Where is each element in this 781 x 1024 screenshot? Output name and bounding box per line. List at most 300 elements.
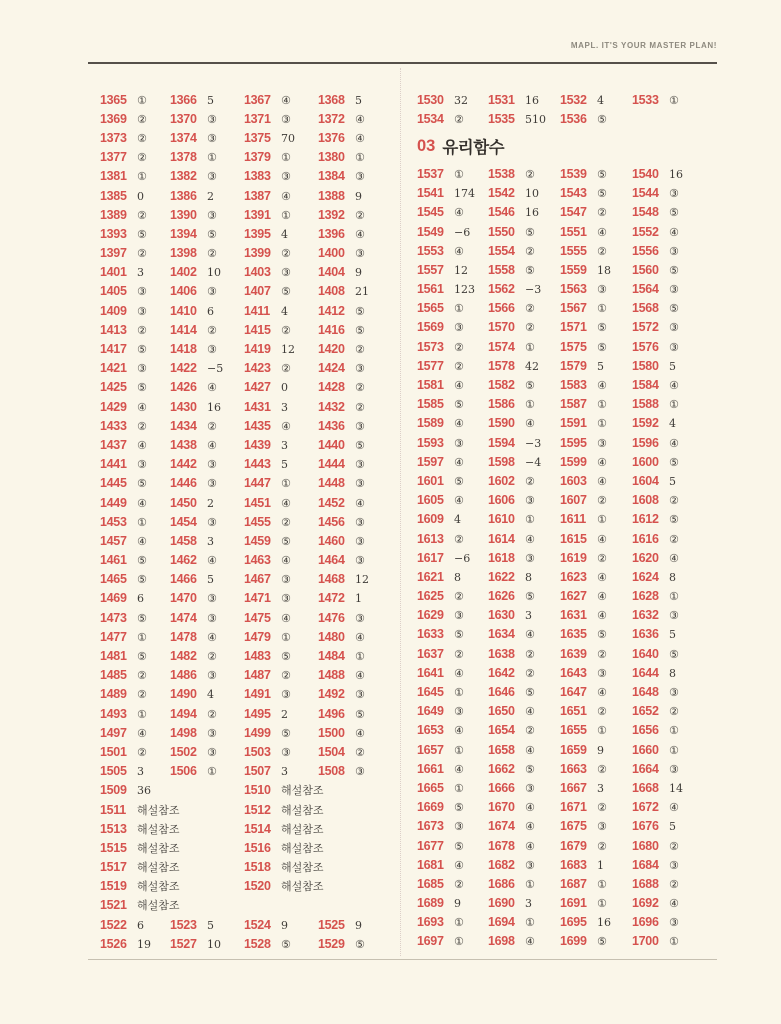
answer-entry [318, 494, 397, 512]
answer-entry [170, 398, 244, 416]
answer-value: ⑤ [669, 206, 679, 220]
answer-value: ④ [454, 417, 464, 431]
answer-entry [170, 244, 244, 262]
answer-value: 123 [454, 283, 475, 297]
answer-value: 510 [525, 112, 546, 126]
answer-entry [244, 685, 318, 703]
problem-number: 1565 [417, 301, 444, 316]
answer-entry [488, 491, 560, 509]
answer-entry [244, 494, 318, 512]
problem-number: 1381 [100, 169, 127, 184]
answer-value: ② [355, 400, 365, 414]
answer-value: 9 [281, 918, 288, 932]
answer-entry [488, 702, 560, 720]
answer-entry [632, 434, 719, 452]
answer-value: ② [525, 302, 535, 316]
problem-number: 1566 [488, 301, 515, 316]
answer-value: ② [454, 877, 464, 891]
answer-value: ⑤ [281, 534, 291, 548]
answer-value: ② [355, 745, 365, 759]
answer-entry [632, 261, 719, 279]
answer-entry [417, 875, 488, 893]
problem-number: 1573 [417, 339, 444, 354]
problem-number: 1462 [170, 553, 197, 568]
answer-entry [244, 570, 318, 588]
answer-entry [560, 510, 632, 528]
problem-number: 1648 [632, 685, 659, 700]
answer-value: ③ [355, 611, 365, 625]
problem-number: 1618 [488, 550, 515, 565]
answer-entry [417, 318, 488, 336]
answer-entry [417, 376, 488, 394]
problem-number: 1536 [560, 111, 587, 126]
answer-entry [488, 242, 560, 260]
answer-row [100, 474, 397, 493]
problem-number: 1699 [560, 934, 587, 949]
answer-value: ⑤ [669, 455, 679, 469]
answer-value: ③ [597, 436, 607, 450]
problem-number: 1550 [488, 224, 515, 239]
problem-number: 1424 [318, 361, 345, 376]
answer-value: ③ [669, 762, 679, 776]
problem-number: 1641 [417, 665, 444, 680]
problem-number: 1400 [318, 246, 345, 261]
answer-value: ④ [355, 112, 365, 126]
problem-number: 1570 [488, 320, 515, 335]
problem-number: 1386 [170, 188, 197, 203]
answer-value: ④ [669, 801, 679, 815]
problem-number: 1503 [244, 744, 271, 759]
answer-entry [100, 148, 170, 166]
problem-number: 1430 [170, 399, 197, 414]
answer-value: ④ [454, 724, 464, 738]
answer-value: 174 [454, 187, 475, 201]
answer-row [100, 781, 397, 800]
problem-number: 1571 [560, 320, 587, 335]
answer-value: ① [454, 743, 464, 757]
answer-entry [488, 357, 560, 375]
answer-value: ② [454, 340, 464, 354]
answer-entry [170, 666, 244, 684]
answer-value: ④ [281, 419, 291, 433]
answer-entry [100, 896, 180, 914]
answer-value: ⑤ [525, 762, 535, 776]
answer-entry [100, 877, 180, 895]
problem-number: 1442 [170, 457, 197, 472]
problem-number: 1412 [318, 303, 345, 318]
answer-entry [417, 414, 488, 432]
answer-entry [560, 779, 632, 797]
problem-number: 1597 [417, 454, 444, 469]
answer-entry [170, 436, 244, 454]
answer-value: ② [454, 647, 464, 661]
problem-number: 1515 [100, 840, 127, 855]
answer-entry [560, 837, 632, 855]
answer-value: ③ [355, 458, 365, 472]
problem-number: 1683 [560, 857, 587, 872]
problem-number: 1509 [100, 783, 127, 798]
answer-entry [100, 225, 170, 243]
problem-number: 1669 [417, 800, 444, 815]
answer-value: 2 [207, 189, 214, 203]
answer-value: ① [137, 630, 147, 644]
answer-value: ⑤ [137, 227, 147, 241]
problem-number: 1518 [244, 860, 271, 875]
answer-value: ⑤ [669, 263, 679, 277]
problem-number: 1583 [560, 378, 587, 393]
answer-value: 9 [355, 189, 362, 203]
answer-value: ③ [669, 916, 679, 930]
answer-value: ① [281, 630, 291, 644]
answer-entry [244, 589, 318, 607]
answer-value: 1 [355, 592, 362, 606]
answer-entry [632, 587, 719, 605]
answer-value: ② [525, 666, 535, 680]
answer-value: ② [355, 343, 365, 357]
answer-value: ② [525, 244, 535, 258]
answer-entry [417, 472, 488, 490]
problem-number: 1508 [318, 764, 345, 779]
answer-value: ④ [137, 400, 147, 414]
answer-entry [170, 609, 244, 627]
problem-number: 1556 [632, 243, 659, 258]
answer-entry [488, 549, 560, 567]
problem-number: 1511 [100, 802, 126, 817]
problem-number: 1678 [488, 838, 515, 853]
answer-value: ⑤ [454, 801, 464, 815]
answer-entry [560, 472, 632, 490]
answer-entry [488, 376, 560, 394]
problem-number: 1689 [417, 896, 444, 911]
answer-entry [244, 206, 318, 224]
answer-entry [560, 414, 632, 432]
answer-value: ② [137, 131, 147, 145]
answer-entry [318, 436, 397, 454]
problem-number: 1443 [244, 457, 271, 472]
problem-number: 1661 [417, 761, 444, 776]
answer-entry [417, 299, 488, 317]
problem-number: 1586 [488, 397, 515, 412]
answer-value: ⑤ [454, 398, 464, 412]
answer-entry [560, 549, 632, 567]
answer-entry [560, 261, 632, 279]
problem-number: 1460 [318, 533, 345, 548]
problem-number: 1494 [170, 706, 197, 721]
answer-entry [244, 110, 318, 128]
answer-entry [244, 302, 318, 320]
answer-row [417, 798, 719, 817]
problem-number: 1414 [170, 322, 197, 337]
problem-number: 1507 [244, 764, 271, 779]
problem-number: 1377 [100, 150, 127, 165]
answer-row [100, 646, 397, 665]
answer-entry [488, 91, 560, 109]
answer-value: ① [597, 398, 607, 412]
answer-entry [318, 724, 397, 742]
answer-entry [244, 877, 324, 895]
answer-entry [244, 666, 318, 684]
problem-number: 1371 [244, 111, 271, 126]
answer-entry [100, 628, 170, 646]
answer-entry [632, 894, 719, 912]
problem-number: 1402 [170, 265, 197, 280]
answer-value: ④ [669, 551, 679, 565]
problem-number: 1677 [417, 838, 444, 853]
problem-number: 1496 [318, 706, 345, 721]
answer-value: ④ [454, 206, 464, 220]
answer-entry [100, 609, 170, 627]
answer-entry [100, 436, 170, 454]
answer-entry [318, 609, 397, 627]
answer-row [100, 531, 397, 550]
answer-entry [632, 318, 719, 336]
answer-entry [488, 568, 560, 586]
answer-value: 해설참조 [137, 822, 180, 836]
answer-value: ③ [281, 112, 291, 126]
answer-entry [417, 223, 488, 241]
answer-value: ③ [355, 477, 365, 491]
answer-value: ⑤ [525, 590, 535, 604]
answer-value: ④ [669, 225, 679, 239]
problem-number: 1658 [488, 742, 515, 757]
answer-entry [318, 762, 397, 780]
problem-number: 1533 [632, 92, 659, 107]
problem-number: 1666 [488, 780, 515, 795]
answer-value: ① [137, 707, 147, 721]
section-header [417, 128, 719, 164]
problem-number: 1374 [170, 130, 197, 145]
answer-value: ② [207, 247, 217, 261]
problem-number: 1487 [244, 668, 271, 683]
answer-value: ④ [454, 762, 464, 776]
answer-value: ④ [207, 381, 217, 395]
answer-value: ② [525, 474, 535, 488]
problem-number: 1510 [244, 783, 271, 798]
answer-entry [244, 455, 318, 473]
answer-value: ③ [597, 666, 607, 680]
answer-value: ② [597, 801, 607, 815]
answer-entry [100, 302, 170, 320]
answer-entry [560, 798, 632, 816]
answer-row [417, 817, 719, 836]
answer-row [100, 742, 397, 761]
answer-value: ② [597, 647, 607, 661]
problem-number: 1643 [560, 665, 587, 680]
problem-number: 1693 [417, 915, 444, 930]
answer-entry [170, 302, 244, 320]
answer-row [417, 491, 719, 510]
problem-number: 1380 [318, 150, 345, 165]
answer-row [100, 704, 397, 723]
problem-number: 1366 [170, 92, 197, 107]
problem-number: 1397 [100, 246, 127, 261]
problem-number: 1456 [318, 514, 345, 529]
problem-number: 1520 [244, 879, 271, 894]
problem-number: 1541 [417, 186, 444, 201]
problem-number: 1394 [170, 226, 197, 241]
answer-entry [170, 282, 244, 300]
answer-value: ② [281, 247, 291, 261]
answer-value: ① [597, 417, 607, 431]
answer-entry [244, 359, 318, 377]
answer-entry [170, 263, 244, 281]
answer-value: ① [207, 151, 217, 165]
answer-value: ② [597, 839, 607, 853]
answer-value: ③ [207, 458, 217, 472]
answer-value: ⑤ [137, 477, 147, 491]
answer-value: ③ [207, 745, 217, 759]
answer-value: ⑤ [597, 340, 607, 354]
problem-number: 1646 [488, 685, 515, 700]
answer-value: ③ [454, 436, 464, 450]
problem-number: 1627 [560, 589, 587, 604]
answer-entry [417, 357, 488, 375]
problem-number: 1502 [170, 744, 197, 759]
answer-entry [170, 916, 244, 934]
answer-entry [100, 781, 170, 799]
answer-value: ③ [207, 611, 217, 625]
problem-number: 1465 [100, 572, 127, 587]
answer-entry [318, 129, 397, 147]
problem-number: 1614 [488, 531, 515, 546]
problem-number: 1600 [632, 454, 659, 469]
problem-number: 1688 [632, 876, 659, 891]
answer-row [417, 109, 719, 128]
answer-row [417, 356, 719, 375]
answer-value: ⑤ [281, 285, 291, 299]
answer-entry [417, 242, 488, 260]
problem-number: 1543 [560, 186, 587, 201]
problem-number: 1651 [560, 704, 587, 719]
problem-number: 1537 [417, 166, 444, 181]
answer-entry [488, 434, 560, 452]
answer-entry [244, 820, 324, 838]
problem-number: 1528 [244, 936, 271, 951]
problem-number: 1413 [100, 322, 127, 337]
answer-value: ⑤ [597, 187, 607, 201]
answer-value: ⑤ [137, 611, 147, 625]
problem-number: 1489 [100, 687, 127, 702]
answer-entry [560, 242, 632, 260]
answer-entry [488, 395, 560, 413]
answer-value: ① [355, 650, 365, 664]
answer-value: ⑤ [137, 573, 147, 587]
answer-row [100, 896, 397, 915]
answer-entry [100, 685, 170, 703]
answer-value: −5 [207, 362, 224, 376]
answer-value: ① [597, 897, 607, 911]
problem-number: 1569 [417, 320, 444, 335]
problem-number: 1483 [244, 649, 271, 664]
problem-number: 1655 [560, 723, 587, 738]
answer-entry [632, 721, 719, 739]
problem-number: 1612 [632, 512, 659, 527]
answer-value: 3 [137, 765, 144, 779]
answer-entry [632, 472, 719, 490]
answer-entry [560, 721, 632, 739]
problem-number: 1372 [318, 111, 345, 126]
problem-number: 1588 [632, 397, 659, 412]
answer-value: ③ [207, 477, 217, 491]
answer-value: ② [669, 705, 679, 719]
answer-value: 3 [525, 609, 532, 623]
problem-number: 1663 [560, 761, 587, 776]
problem-number: 1697 [417, 934, 444, 949]
problem-number: 1654 [488, 723, 515, 738]
answer-value: ② [597, 705, 607, 719]
answer-entry [244, 187, 318, 205]
answer-value: 5 [669, 474, 676, 488]
answer-entry [632, 625, 719, 643]
answer-entry [318, 225, 397, 243]
answer-value: ⑤ [597, 321, 607, 335]
answer-value: ③ [597, 283, 607, 297]
answer-entry [318, 321, 397, 339]
answer-value: ⑤ [355, 438, 365, 452]
answer-value: ① [597, 302, 607, 316]
answer-entry [100, 532, 170, 550]
problem-number: 1497 [100, 725, 127, 740]
answer-value: ③ [525, 781, 535, 795]
answer-value: ④ [281, 496, 291, 510]
answer-value: ③ [355, 247, 365, 261]
problem-number: 1467 [244, 572, 271, 587]
answer-entry [488, 932, 560, 950]
answer-entry [100, 282, 170, 300]
answer-entry [100, 91, 170, 109]
problem-number: 1608 [632, 493, 659, 508]
answer-value: 21 [355, 285, 369, 299]
problem-number: 1385 [100, 188, 127, 203]
problem-number: 1542 [488, 186, 515, 201]
answer-entry [244, 551, 318, 569]
answer-value: ④ [597, 590, 607, 604]
answer-entry [170, 532, 244, 550]
problem-number: 1624 [632, 569, 659, 584]
problem-number: 1501 [100, 744, 127, 759]
answer-value: 16 [525, 206, 539, 220]
answer-value: ④ [454, 666, 464, 680]
answer-value: ② [597, 244, 607, 258]
answer-entry [170, 91, 244, 109]
answer-entry [170, 724, 244, 742]
answer-value: ⑤ [355, 304, 365, 318]
answer-entry [632, 299, 719, 317]
problem-number: 1610 [488, 512, 515, 527]
answer-row [100, 282, 397, 301]
answer-entry [632, 530, 719, 548]
problem-number: 1589 [417, 416, 444, 431]
answer-value: 해설참조 [137, 899, 180, 913]
answer-value: 16 [669, 167, 683, 181]
answer-value: ① [597, 513, 607, 527]
answers-column-right [417, 90, 719, 951]
problem-number: 1535 [488, 111, 515, 126]
problem-number: 1505 [100, 764, 127, 779]
problem-number: 1438 [170, 437, 197, 452]
problem-number: 1491 [244, 687, 271, 702]
problem-number: 1625 [417, 589, 444, 604]
answer-value: ④ [669, 379, 679, 393]
problem-number: 1626 [488, 589, 515, 604]
problem-number: 1676 [632, 819, 659, 834]
answer-value: ① [454, 935, 464, 949]
problem-number: 1559 [560, 262, 587, 277]
problem-number: 1635 [560, 627, 587, 642]
answer-row [100, 551, 397, 570]
answer-entry [318, 513, 397, 531]
problem-number: 1517 [100, 860, 127, 875]
